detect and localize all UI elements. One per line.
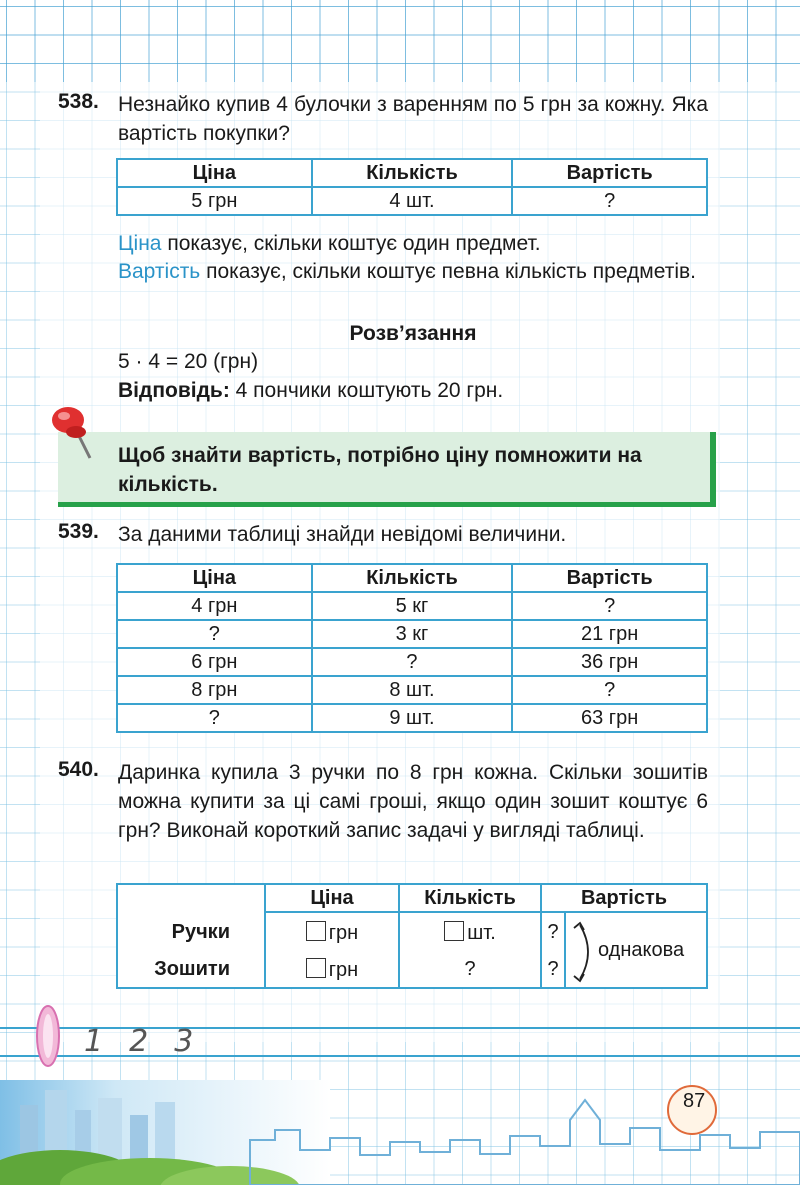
row-label-pens: Ручки xyxy=(117,912,265,952)
answer: Відповідь: 4 пончики коштують 20 грн. xyxy=(118,379,504,402)
cell: ? xyxy=(512,187,707,215)
row-label-notebooks: Зошити xyxy=(117,952,265,988)
header-quantity: Кількість xyxy=(312,159,513,187)
exercise-540-text: Даринка купила 3 ручки по 8 грн кожна. Скільки зошитів можна купити за ці самі гроші, якщо один зошит коштує 6 грн? Виконай короткий запис задачі у вигляді таблиці. xyxy=(118,761,708,842)
header-grid xyxy=(0,0,800,82)
exercise-539-text: За даними таблиці знайди невідомі величини. xyxy=(118,523,567,546)
cell: 8 грн xyxy=(117,676,312,704)
cell: 8 шт. xyxy=(312,676,513,704)
same-label: однакова xyxy=(598,938,685,961)
cell: 36 грн xyxy=(512,648,707,676)
cell: грн xyxy=(265,912,399,952)
page-number: 87 xyxy=(683,1090,706,1112)
exercise-538-number: 538. xyxy=(58,90,99,113)
header-cost: Вартість xyxy=(512,564,707,592)
cell: ? xyxy=(512,676,707,704)
cell: грн xyxy=(265,952,399,988)
table-539 xyxy=(116,563,708,733)
rule-text: Щоб знайти вартість, потрібно ціну помножити на кількість. xyxy=(118,444,642,496)
cell: ? xyxy=(117,620,312,648)
cell: ? xyxy=(512,592,707,620)
cell: 5 грн xyxy=(117,187,312,215)
header-price: Ціна xyxy=(117,564,312,592)
table-row xyxy=(117,704,707,732)
solution-title: Розв’язання xyxy=(349,322,477,345)
table-row xyxy=(117,648,707,676)
pencil-icon xyxy=(32,1002,72,1074)
cell: ? xyxy=(399,952,541,988)
term-price: Ціна xyxy=(118,232,162,255)
cell: 4 грн xyxy=(117,592,312,620)
table-row xyxy=(117,676,707,704)
header-quantity: Кількість xyxy=(312,564,513,592)
copybook-digits: 123 xyxy=(84,1024,220,1059)
cell: 5 кг xyxy=(312,592,513,620)
cell: 3 кг xyxy=(312,620,513,648)
blank-box[interactable] xyxy=(444,921,464,941)
exercise-540-number: 540. xyxy=(58,758,99,781)
cell: 6 грн xyxy=(117,648,312,676)
cell: 4 шт. xyxy=(312,187,513,215)
exercise-538-text: Незнайко купив 4 булочки з варенням по 5 грн за кожну. Яка вартість покупки? xyxy=(118,93,708,145)
blank-box[interactable] xyxy=(306,921,326,941)
header-cost: Вартість xyxy=(541,884,707,912)
definition-cost: Вартість показує, скільки коштує певна кількість предметів. xyxy=(118,260,696,283)
header-price: Ціна xyxy=(265,884,399,912)
pushpin-icon xyxy=(46,400,94,464)
solution-expression: 5 · 4 = 20 (грн) xyxy=(118,350,259,373)
cell: ? xyxy=(117,704,312,732)
cell: 9 шт. xyxy=(312,704,513,732)
table-538 xyxy=(116,158,708,216)
double-arrow-icon xyxy=(570,919,600,985)
cell: 63 грн xyxy=(512,704,707,732)
same-cell xyxy=(565,912,707,988)
cell: 21 грн xyxy=(512,620,707,648)
cell: шт. xyxy=(399,912,541,952)
definition-price: Ціна показує, скільки коштує один предмет. xyxy=(118,232,541,255)
table-540 xyxy=(116,883,708,989)
blank-box[interactable] xyxy=(306,958,326,978)
exercise-539-number: 539. xyxy=(58,520,99,543)
table-row xyxy=(117,620,707,648)
header-price: Ціна xyxy=(117,159,312,187)
table-row xyxy=(117,592,707,620)
corner-cell xyxy=(117,884,265,912)
term-cost: Вартість xyxy=(118,260,201,283)
cell: ? xyxy=(312,648,513,676)
city-skyline-illustration xyxy=(0,1080,800,1185)
header-quantity: Кількість xyxy=(399,884,541,912)
header-cost: Вартість xyxy=(512,159,707,187)
cell: ? xyxy=(541,952,565,988)
cell: ? xyxy=(541,912,565,952)
